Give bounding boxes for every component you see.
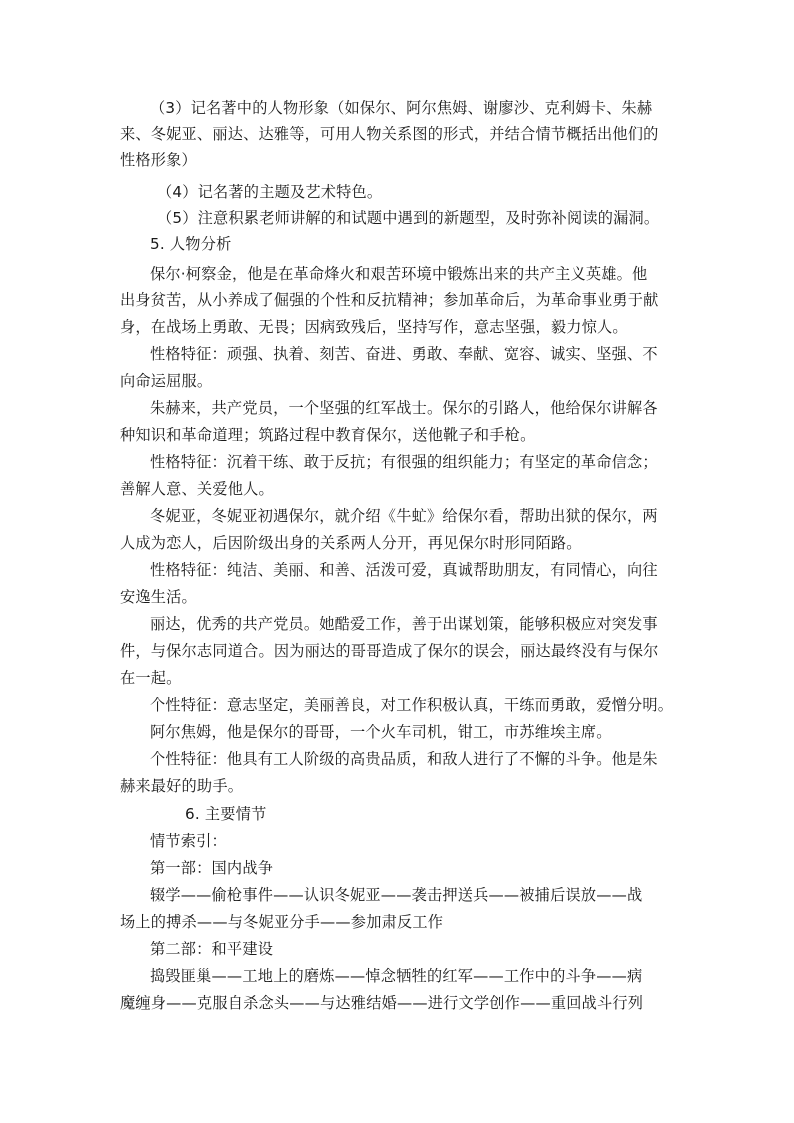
text-line: 来、冬妮亚、丽达、达雅等，可用人物关系图的形式，并结合情节概括出他们的: [120, 125, 659, 143]
text-line: 情节索引：: [150, 832, 227, 850]
text-line: （3）记名著中的人物形象（如保尔、阿尔焦姆、谢廖沙、克利姆卡、朱赫: [150, 99, 653, 117]
text-line: 安逸生活。: [120, 588, 197, 606]
text-line: 捣毁匪巢——工地上的磨炼——悼念牺牲的红军——工作中的斗争——病: [150, 967, 643, 985]
text-line: 冬妮亚，冬妮亚初遇保尔，就介绍《牛虻》给保尔看，帮助出狱的保尔，两: [150, 507, 658, 525]
text-line: 个性特征：意志坚定，美丽善良，对工作积极认真，干练而勇敢，爱憎分明。: [150, 696, 674, 714]
text-line: 魔缠身——克服自杀念头——与达雅结婚——进行文学创作——重回战斗行列: [120, 994, 644, 1012]
text-line: 出身贫苦，从小养成了倔强的个性和反抗精神；参加革命后，为革命事业勇于献: [120, 291, 659, 309]
text-line: 赫来最好的助手。: [120, 777, 244, 795]
text-line: 人成为恋人，后因阶级出身的关系两人分开，再见保尔时形同陌路。: [120, 534, 582, 552]
text-line: 个性特征：他具有工人阶级的高贵品质，和敌人进行了不懈的斗争。他是朱: [150, 750, 658, 768]
text-line: 性格特征：沉着干练、敢于反抗；有很强的组织能力；有坚定的革命信念；: [150, 453, 658, 471]
text-line: 种知识和革命道理；筑路过程中教育保尔，送他靴子和手枪。: [120, 426, 536, 444]
text-line: 场上的搏杀——与冬妮亚分手——参加肃反工作: [120, 913, 444, 931]
text-line: 第一部：国内战争: [150, 859, 274, 877]
text-line: 在一起。: [120, 669, 182, 687]
text-line: （5）注意积累老师讲解的和试题中遇到的新题型，及时弥补阅读的漏洞。: [157, 209, 660, 227]
text-line: 性格特征：纯洁、美丽、和善、活泼可爱，真诚帮助朋友，有同情心，向往: [150, 561, 658, 579]
text-line: 阿尔焦姆，他是保尔的哥哥，一个火车司机，钳工，市苏维埃主席。: [150, 723, 612, 741]
text-line: 性格特征：顽强、执着、刻苦、奋进、勇敢、奉献、宽容、诚实、坚强、不: [150, 345, 658, 363]
text-line: 件，与保尔志同道合。因为丽达的哥哥造成了保尔的误会，丽达最终没有与保尔: [120, 642, 659, 660]
text-line: 性格形象）: [120, 151, 197, 169]
text-line: 第二部：和平建设: [150, 940, 274, 958]
text-line: 丽达，优秀的共产党员。她酷爱工作，善于出谋划策，能够积极应对突发事: [150, 615, 658, 633]
text-line: 保尔·柯察金，他是在革命烽火和艰苦环境中锻炼出来的共产主义英雄。他: [150, 265, 648, 283]
text-line: 辍学——偷枪事件——认识冬妮亚——袭击押送兵——被捕后误放——战: [150, 886, 643, 904]
text-line: 善解人意、关爱他人。: [120, 480, 274, 498]
text-line: 身，在战场上勇敢、无畏；因病致残后，坚持写作，意志坚强，毅力惊人。: [120, 318, 628, 336]
text-line: 向命运屈服。: [120, 372, 213, 390]
section-heading: 6. 主要情节: [185, 805, 267, 823]
text-line: （4）记名著的主题及艺术特色。: [157, 183, 383, 201]
text-line: 朱赫来，共产党员，一个坚强的红军战士。保尔的引路人，他给保尔讲解各: [150, 399, 658, 417]
section-heading: 5. 人物分析: [150, 235, 232, 253]
